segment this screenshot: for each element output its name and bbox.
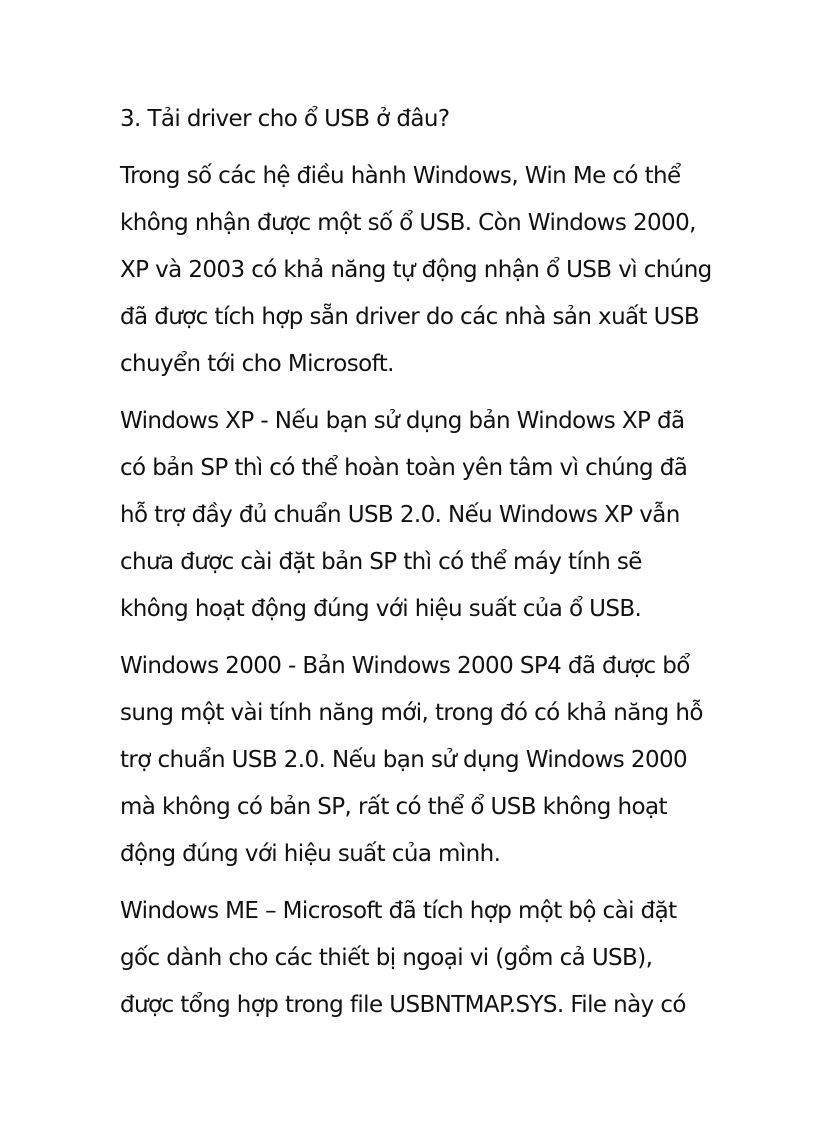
paragraph-line: chưa được cài đặt bản SP thì có thể máy tính sẽ: [120, 549, 642, 575]
paragraph-line: mà không có bản SP, rất có thể ổ USB không hoạt: [120, 794, 667, 820]
paragraph-line: động đúng với hiệu suất của mình.: [120, 841, 501, 867]
paragraph-windows-xp: [120, 398, 720, 633]
paragraph-line: gốc dành cho các thiết bị ngoại vi (gồm cả USB),: [120, 945, 653, 971]
paragraph-line: Windows XP - Nếu bạn sử dụng bản Windows XP đã: [120, 408, 685, 434]
paragraph-line: không nhận được một số ổ USB. Còn Windows 2000,: [120, 210, 696, 236]
paragraph-line: có bản SP thì có thể hoàn toàn yên tâm vì chúng đã: [120, 455, 688, 481]
paragraph-windows-me: [120, 888, 720, 1029]
paragraph-intro: [120, 153, 720, 388]
paragraph-windows-2000: [120, 643, 720, 878]
paragraph-line: đã được tích hợp sẵn driver do các nhà sản xuất USB: [120, 304, 700, 330]
paragraph-line: XP và 2003 có khả năng tự động nhận ổ USB vì chúng: [120, 257, 712, 283]
paragraph-line: sung một vài tính năng mới, trong đó có khả năng hỗ: [120, 700, 703, 726]
paragraph-line: hỗ trợ đầy đủ chuẩn USB 2.0. Nếu Windows XP vẫn: [120, 502, 680, 528]
paragraph-line: chuyển tới cho Microsoft.: [120, 351, 394, 377]
paragraph-line: Windows 2000 - Bản Windows 2000 SP4 đã được bổ: [120, 653, 690, 679]
paragraph-line: trợ chuẩn USB 2.0. Nếu bạn sử dụng Windows 2000: [120, 747, 688, 773]
paragraph-line: không hoạt động đúng với hiệu suất của ổ USB.: [120, 596, 642, 622]
paragraph-line: được tổng hợp trong file USBNTMAP.SYS. File này có: [120, 992, 686, 1018]
paragraph-line: Windows ME – Microsoft đã tích hợp một bộ cài đặt: [120, 898, 677, 924]
heading-text: 3. Tải driver cho ổ USB ở đâu?: [120, 106, 450, 132]
section-heading: [120, 96, 720, 143]
document-body: [120, 96, 720, 1029]
paragraph-line: Trong số các hệ điều hành Windows, Win Me có thể: [120, 163, 681, 189]
